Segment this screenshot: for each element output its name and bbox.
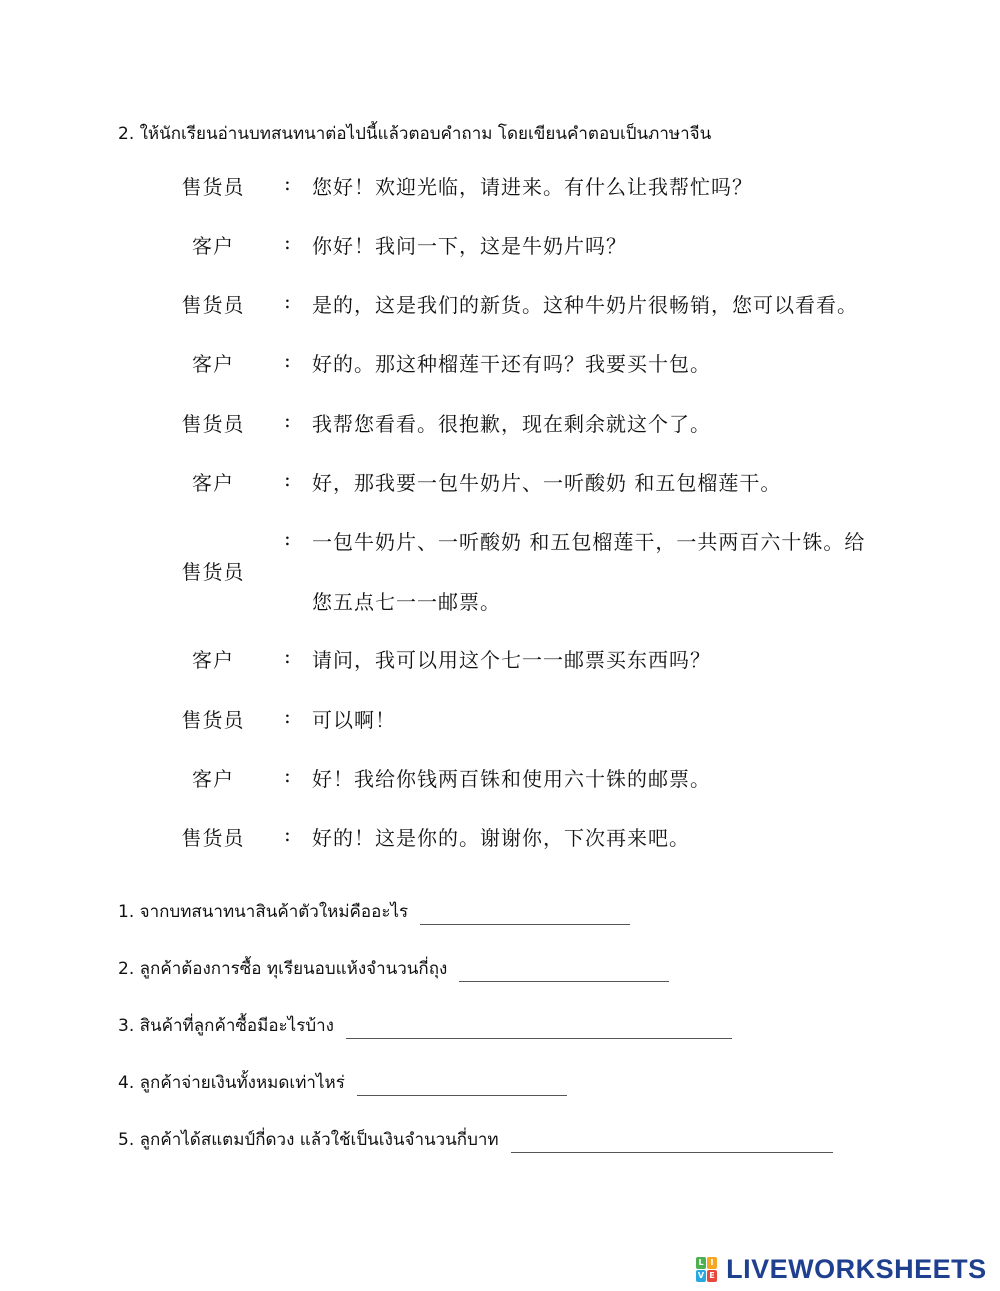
separator-colon: :	[284, 289, 291, 313]
speaker-label: 客户	[192, 648, 234, 672]
dialogue-line	[0, 578, 1000, 618]
separator-colon: :	[284, 408, 291, 432]
question-row	[118, 955, 669, 985]
separator-colon: :	[284, 230, 291, 254]
answer-input[interactable]	[346, 1020, 732, 1039]
logo-tile: E	[707, 1270, 717, 1282]
answer-input[interactable]	[420, 906, 630, 925]
dialogue-text: 请问，我可以用这个七一一邮票买东西吗？	[312, 648, 711, 672]
speaker-label: 客户	[192, 767, 234, 791]
dialogue-text: 你好！我问一下，这是牛奶片吗？	[312, 234, 627, 258]
separator-colon: :	[284, 822, 291, 846]
question-text: 5. ลูกค้าได้สแตมป์กี่ดวง แล้วใช้เป็นเงินจำนวนกี่บาท	[118, 1130, 499, 1150]
instruction-text: 2. ให้นักเรียนอ่านบทสนทนาต่อไปนี้แล้วตอบคำถาม โดยเขียนคำตอบเป็นภาษาจีน	[118, 124, 712, 144]
question-text: 3. สินค้าที่ลูกค้าซื้อมีอะไรบ้าง	[118, 1016, 334, 1036]
speaker-label: 售货员	[181, 293, 245, 317]
speaker-label: 售货员	[181, 175, 245, 199]
dialogue-line	[0, 518, 1000, 558]
speaker-label: 售货员	[181, 560, 245, 584]
dialogue-text: 您好！欢迎光临，请进来。有什么让我帮忙吗？	[312, 175, 753, 199]
question-row	[118, 898, 630, 928]
speaker-label: 客户	[192, 352, 234, 376]
question-row	[118, 1012, 732, 1042]
logo-tile: V	[697, 1270, 705, 1280]
dialogue-text: 我帮您看看。很抱歉，现在剩余就这个了。	[312, 412, 711, 436]
separator-colon: :	[284, 704, 291, 728]
speaker-label: 售货员	[181, 708, 245, 732]
separator-colon: :	[284, 467, 291, 491]
dialogue-text: 是的，这是我们的新货。这种牛奶片很畅销，您可以看看。	[312, 293, 858, 317]
separator-colon: :	[284, 644, 291, 668]
dialogue-line	[0, 163, 1000, 203]
liveworksheets-logo[interactable]	[696, 1254, 987, 1286]
dialogue-text: 好！我给你钱两百铢和使用六十铢的邮票。	[312, 767, 711, 791]
separator-colon: :	[284, 348, 291, 372]
question-row	[118, 1126, 833, 1156]
question-text: 4. ลูกค้าจ่ายเงินทั้งหมดเท่าไหร่	[118, 1073, 345, 1093]
dialogue-line	[0, 340, 1000, 380]
dialogue-text: 好的。那这种榴莲干还有吗？我要买十包。	[312, 352, 711, 376]
logo-grid-icon	[696, 1257, 718, 1283]
dialogue-text: 一包牛奶片、一听酸奶 和五包榴莲干，一共两百六十铢。给	[312, 530, 866, 554]
answer-input[interactable]	[357, 1077, 567, 1096]
speaker-label: 售货员	[181, 826, 245, 850]
speaker-label: 客户	[192, 234, 234, 258]
speaker-label: 客户	[192, 471, 234, 495]
separator-colon: :	[284, 526, 291, 550]
question-text: 2. ลูกค้าต้องการซื้อ ทุเรียนอบแห้งจำนวนกี่ถุง	[118, 959, 448, 979]
dialogue-line	[0, 400, 1000, 440]
dialogue-line	[0, 696, 1000, 736]
logo-tile: I	[707, 1257, 717, 1269]
question-row	[118, 1069, 567, 1099]
question-text: 1. จากบทสนาทนาสินค้าตัวใหม่คืออะไร	[118, 902, 409, 922]
dialogue-text: 好的！这是你的。谢谢你，下次再来吧。	[312, 826, 690, 850]
logo-tile: L	[696, 1257, 706, 1269]
dialogue-line	[0, 755, 1000, 795]
separator-colon: :	[284, 171, 291, 195]
logo-text: LIVEWORKSHEETS	[726, 1254, 987, 1284]
dialogue-text: 可以啊！	[312, 708, 396, 732]
separator-colon: :	[284, 763, 291, 787]
dialogue-line	[0, 281, 1000, 321]
answer-input[interactable]	[459, 963, 669, 982]
dialogue-line	[0, 459, 1000, 499]
dialogue-text: 好，那我要一包牛奶片、一听酸奶 和五包榴莲干。	[312, 471, 782, 495]
dialogue-line	[0, 222, 1000, 262]
answer-input[interactable]	[511, 1134, 833, 1153]
dialogue-text: 您五点七一一邮票。	[312, 590, 501, 614]
dialogue-line	[0, 814, 1000, 854]
dialogue-line	[0, 636, 1000, 676]
speaker-label: 售货员	[181, 412, 245, 436]
